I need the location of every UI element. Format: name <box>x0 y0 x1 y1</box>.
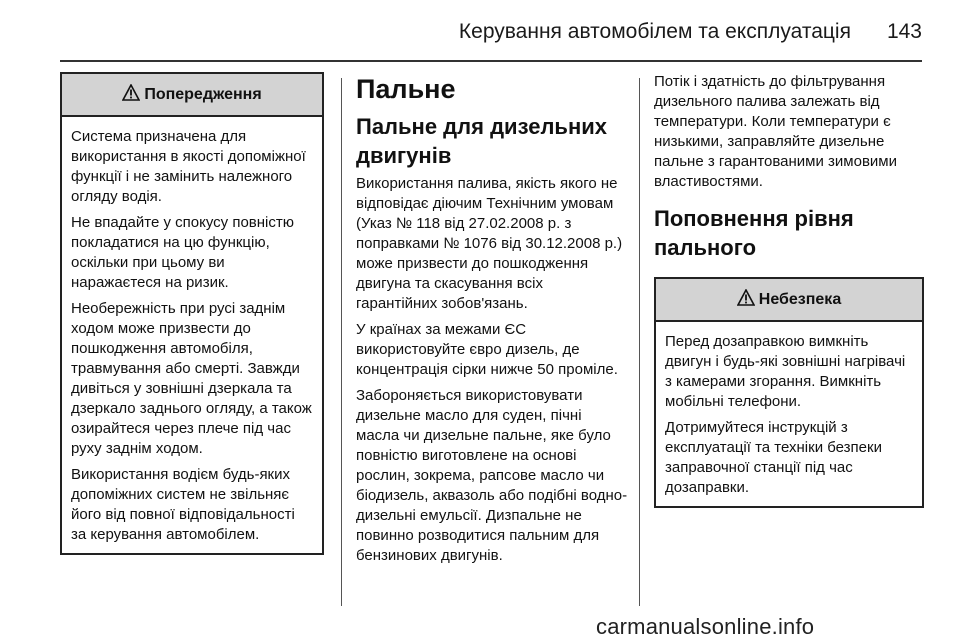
warning-box-header <box>62 74 322 117</box>
page-title: Керування автомобілем та експлуатація <box>458 20 851 43</box>
watermark: carmanualsonline.info <box>596 614 815 639</box>
danger-paragraph: Перед дозаправкою вимкніть двигун і будь-які зовнішні нагрівачі з камерами згорання. Вимкніть мобільні телефони. <box>665 333 906 410</box>
column-divider-right <box>639 78 640 606</box>
page-header <box>60 14 922 50</box>
body-paragraph: Використання палива, якість якого не відповідає діючим Технічним умовам (Указ № 118 від 27.02.2008 р. з поправками № 1076 від 30.12.2008 р.) може призвести до пошкодження двигуна та скасування всіх гарантійних зобов'язань. <box>356 175 623 312</box>
warning-triangle-icon <box>737 289 755 311</box>
warning-paragraph: Система призначена для використання в якості допоміжної функції і не замінить належного огляду водія. <box>71 128 306 205</box>
body-paragraph: У країнах за межами ЄС використовуйте євро дизель, де концентрація сірки нижче 50 проміле. <box>356 321 618 378</box>
warning-box <box>60 72 324 555</box>
warning-paragraph: Не впадайте у спокусу повністю покладатися на цю функцію, оскільки при цьому ви наражаєтеся на ризик. <box>71 214 294 291</box>
danger-box-header <box>656 279 922 322</box>
warning-paragraph: Використання водієм будь-яких допоміжних систем не звільняє його від повної відповідальності за керування автомобілем. <box>71 466 295 543</box>
danger-box-body <box>656 322 922 506</box>
warning-paragraph: Необережність при русі заднім ходом може призвести до пошкодження автомобіля, травмування або смерті. Завжди дивіться у зовнішні дзеркала та дзеркало заднього огляду, а також озирайтеся через плече під час руху заднім ходом. <box>71 300 312 457</box>
column-divider-left <box>341 78 342 606</box>
section-title-refuel: Поповнення рівня пального <box>654 206 854 260</box>
danger-box <box>654 277 924 508</box>
page-number: 143 <box>886 20 922 43</box>
danger-heading: Небезпека <box>758 290 842 308</box>
danger-paragraph: Дотримуйтеся інструкцій з експлуатації та техніки безпеки заправочної станції під час дозаправки. <box>665 419 882 496</box>
section-title-fuel: Пальне <box>356 74 456 104</box>
column-middle <box>356 72 628 572</box>
header-divider <box>60 60 922 62</box>
warning-heading: Попередження <box>144 85 262 103</box>
subsection-title-diesel: Пальне для дизельних двигунів <box>356 114 607 168</box>
column-right <box>654 72 924 508</box>
column-left <box>60 72 324 555</box>
body-paragraph: Забороняється використовувати дизельне масло для суден, пічні масла чи дизельне пальне, яке було повністю виготовлене на основі рослин, зокрема, рапсове масло чи біодизель, аквазоль або подібні водно-дизельні емульсії. Дизпальне не повинно розводитися пальним для бензинових двигунів. <box>356 387 628 564</box>
warning-box-body <box>62 117 322 553</box>
body-paragraph: Потік і здатність до фільтрування дизельного палива залежать від температури. Коли температури є низькими, заправляйте дизельне пальне з гарантованими зимовими властивостями. <box>654 73 897 190</box>
warning-triangle-icon <box>122 84 140 106</box>
